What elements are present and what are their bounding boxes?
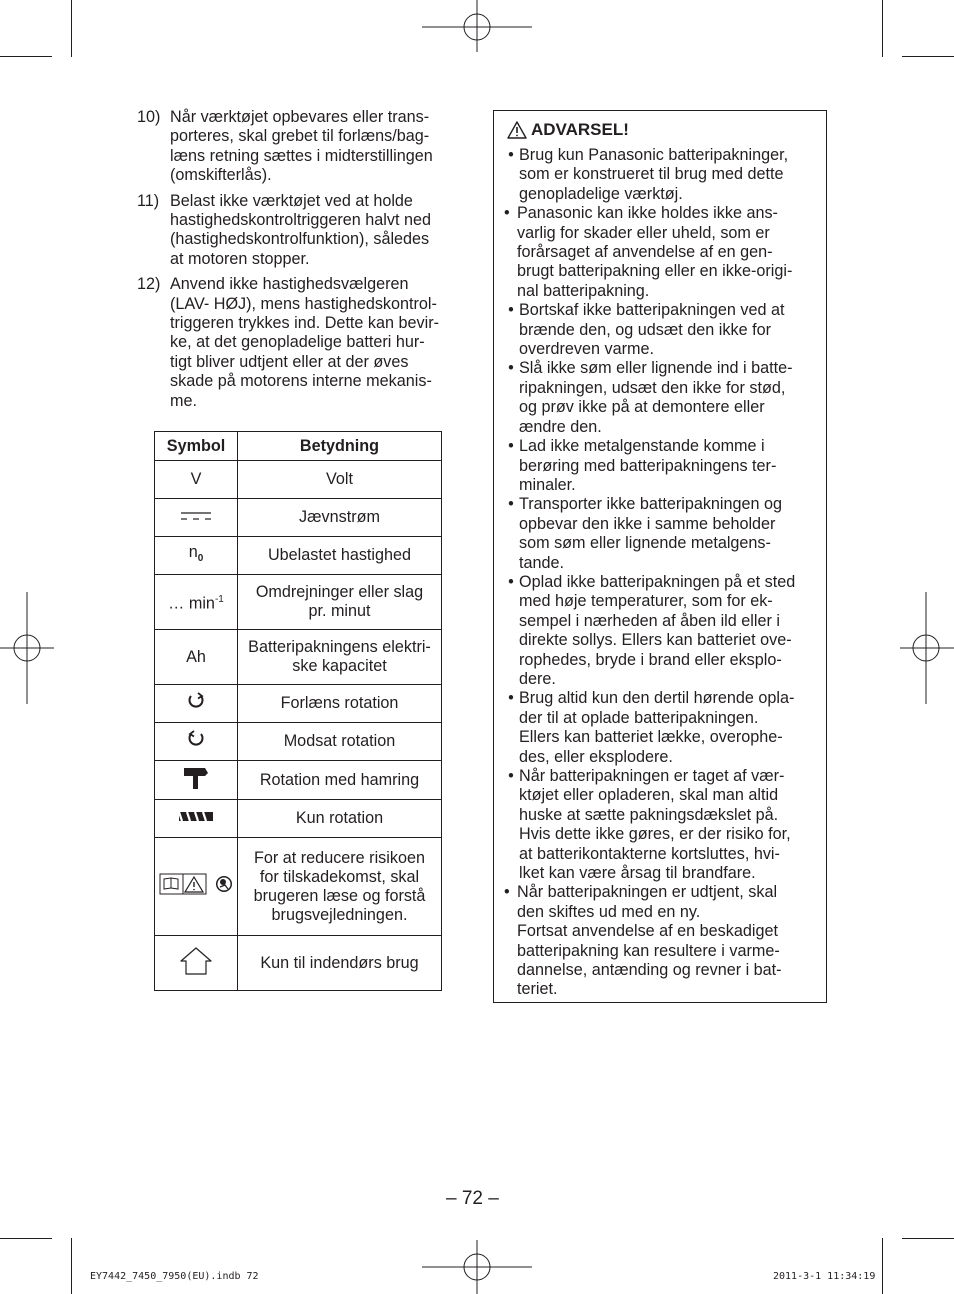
meaning-cell xyxy=(238,761,442,800)
registration-mark-right xyxy=(896,592,954,704)
bullet: • xyxy=(508,495,514,514)
text-line: opbevar den ikke i samme beholder xyxy=(519,514,776,533)
meaning-cell xyxy=(238,685,442,723)
text-line: Transporter ikke batteripakningen og xyxy=(519,495,783,514)
table-row xyxy=(155,723,442,761)
warning-text xyxy=(519,359,821,437)
text-line: brugeren læse og forstå xyxy=(253,886,426,905)
text-line: varlig for skader eller uheld, som er xyxy=(517,223,770,242)
page-number: – 72 – xyxy=(446,1188,499,1209)
list-number: 12) xyxy=(137,275,161,294)
symbol-cell xyxy=(155,461,238,499)
text-line: Slå ikke søm eller lignende ind i batte- xyxy=(519,359,793,378)
text-line: for tilskadekomst, skal xyxy=(259,867,420,886)
bullet: • xyxy=(508,437,514,456)
text-line: læns retning sættes i midterstillingen xyxy=(170,146,433,165)
table-row xyxy=(155,936,442,991)
text-line: at batterikontakterne kortsluttes, hvi- xyxy=(519,844,780,863)
bullet: • xyxy=(504,883,510,902)
warning-heading xyxy=(507,120,629,139)
warning-text xyxy=(519,146,821,204)
warning-item xyxy=(503,146,821,204)
list-item xyxy=(137,192,467,270)
meaning-cell xyxy=(238,461,442,499)
text-line: Bortskaf ikke batteripakningen ved at xyxy=(519,301,785,320)
text-line: Rotation med hamring xyxy=(259,770,420,789)
text-line: Når værktøjet opbevares eller trans- xyxy=(170,108,430,126)
dc-current-icon xyxy=(179,508,213,527)
text-line: me. xyxy=(170,391,197,410)
numbered-instructions xyxy=(137,108,467,417)
text-line: huske at sætte pakningsdækslet på. xyxy=(519,805,779,824)
table-row xyxy=(155,461,442,499)
crop-mark xyxy=(0,1238,52,1239)
warning-text xyxy=(519,689,821,767)
text-line: des, eller eksplodere. xyxy=(519,747,673,766)
warning-item xyxy=(503,359,821,437)
text-line: nal batteripakning. xyxy=(517,281,650,300)
crop-mark xyxy=(71,0,72,57)
warning-text xyxy=(517,204,821,301)
meaning-cell xyxy=(238,936,442,991)
text-line: Kun rotation xyxy=(295,809,384,827)
list-text xyxy=(170,108,467,186)
table-row xyxy=(155,537,442,575)
symbol-cell xyxy=(155,936,238,991)
text-line: ripakningen, udsæt den ikke for stød, xyxy=(519,378,786,397)
symbol-cell xyxy=(155,838,238,936)
list-text xyxy=(170,192,467,270)
bullet: • xyxy=(508,689,514,708)
warning-item xyxy=(503,573,821,689)
text-line: triggeren trykkes ind. Dette kan bevir- xyxy=(170,314,440,333)
text-line: teriet. xyxy=(517,980,558,999)
text-line: med høje temperaturer, som for ek- xyxy=(519,592,773,611)
bullet: • xyxy=(508,572,514,591)
text-line: dere. xyxy=(519,669,556,688)
crop-mark xyxy=(71,1238,72,1294)
crop-mark xyxy=(0,56,52,57)
crop-mark xyxy=(902,56,954,57)
symbol-superscript: -1 xyxy=(214,594,224,606)
text-line: Anvend ikke hastighedsvælgeren xyxy=(170,275,409,294)
text-line: (omskifterlås). xyxy=(170,166,272,185)
text-line: at motoren stopper. xyxy=(170,249,310,268)
text-line: Når batteripakningen er taget af vær- xyxy=(519,767,785,785)
text-line: (hastighedskontrolfunktion), således xyxy=(170,230,430,249)
text-line: Oplad ikke batteripakningen på et sted xyxy=(519,572,796,591)
list-item xyxy=(137,275,467,411)
table-row xyxy=(155,761,442,800)
table-row xyxy=(155,575,442,630)
table-row xyxy=(155,800,442,838)
text-line: genopladelige værktøj. xyxy=(519,184,683,203)
bullet: • xyxy=(504,204,510,223)
registration-mark-left xyxy=(0,592,58,704)
text-line: den skiftes ud med en ny. xyxy=(517,902,701,921)
header-meaning: Betydning xyxy=(238,432,442,461)
warning-item xyxy=(503,495,821,573)
text-line: (LAV- HØJ), mens hastighedskontrol- xyxy=(170,294,437,313)
warning-item xyxy=(503,883,821,999)
text-line: batteripakning kan resultere i varme- xyxy=(517,941,780,960)
table-row xyxy=(155,685,442,723)
text-line: Panasonic kan ikke holdes ikke ans- xyxy=(517,204,778,223)
warning-text xyxy=(517,883,821,999)
warning-title: ADVARSEL! xyxy=(531,120,629,139)
text-line: Hvis dette ikke gøres, er der risiko for, xyxy=(519,825,791,844)
symbol-cell xyxy=(155,499,238,537)
symbol-subscript: 0 xyxy=(197,553,204,565)
text-line: porteres, skal grebet til forlæns/bag- xyxy=(170,127,430,146)
meaning-cell xyxy=(238,537,442,575)
text-line: For at reducere risikoen xyxy=(254,848,425,867)
text-line: Lad ikke metalgenstande komme i xyxy=(519,437,765,456)
text-line: ske kapacitet xyxy=(292,657,387,675)
text-line: lket kan være årsag til brandfare. xyxy=(519,864,756,883)
warning-text xyxy=(519,437,821,495)
text-line: Volt xyxy=(326,470,353,488)
list-number: 10) xyxy=(137,108,161,126)
warning-text xyxy=(519,301,821,359)
text-line: direkte sollys. Ellers kan batteriet ove- xyxy=(519,631,792,650)
table-row xyxy=(155,838,442,936)
symbol-text: Ah xyxy=(186,647,206,666)
hammer-icon xyxy=(183,766,209,795)
text-line: dannelse, antænding og revner i bat- xyxy=(517,961,782,980)
bullet: • xyxy=(508,146,514,164)
text-line: Brug kun Panasonic batteripakninger, xyxy=(519,146,789,164)
symbol-text: … min xyxy=(168,594,215,613)
text-line: ke, at det genopladelige batteri hur- xyxy=(170,333,425,352)
symbol-table xyxy=(154,431,442,991)
meaning-cell xyxy=(238,838,442,936)
registration-mark-bottom xyxy=(422,1240,532,1294)
warning-item xyxy=(503,689,821,767)
warning-text xyxy=(519,495,821,573)
footer-file-info: EY7442_7450_7950(EU).indb 72 xyxy=(90,1271,259,1282)
text-line: Fortsat anvendelse af en beskadiget xyxy=(517,922,778,941)
text-line: brugsvejledningen. xyxy=(271,905,408,924)
symbol-cell xyxy=(155,800,238,838)
text-line: brugt batteripakning eller en ikke-origi- xyxy=(517,262,793,281)
text-line: Batteripakningens elektri- xyxy=(248,638,431,656)
text-line: berøring med batteripakningens ter- xyxy=(519,456,777,475)
warning-list xyxy=(503,146,821,1000)
warning-triangle-icon xyxy=(507,121,527,139)
registration-mark-top xyxy=(422,0,532,58)
text-line: sempel i nærheden af åben ild eller i xyxy=(519,611,780,630)
text-line: forårsaget af anvendelse af en gen- xyxy=(517,243,773,262)
text-line: Når batteripakningen er udtjent, skal xyxy=(517,883,778,902)
bullet: • xyxy=(508,301,514,320)
text-line: og prøv ikke på at demontere eller xyxy=(519,398,765,417)
forward-rotation-icon xyxy=(187,692,205,715)
text-line: som er konstrueret til brug med dette xyxy=(519,165,784,184)
text-line: overdreven varme. xyxy=(519,340,654,359)
crop-mark xyxy=(882,1238,883,1294)
symbol-cell xyxy=(155,630,238,685)
crop-mark xyxy=(882,0,883,57)
text-line: Kun til indendørs brug xyxy=(260,953,419,972)
meaning-cell xyxy=(238,723,442,761)
table-row xyxy=(155,630,442,685)
warning-text xyxy=(519,767,821,883)
text-line: Brug altid kun den dertil hørende opla- xyxy=(519,689,795,708)
meaning-cell xyxy=(238,499,442,537)
meaning-cell xyxy=(238,800,442,838)
text-line: rophedes, bryde i brand eller eksplo- xyxy=(519,650,782,669)
list-item xyxy=(137,108,467,186)
symbol-cell xyxy=(155,537,238,575)
text-line: Modsat rotation xyxy=(283,732,396,750)
symbol-cell xyxy=(155,723,238,761)
text-line: skade på motorens interne mekanis- xyxy=(170,372,432,391)
symbol-cell xyxy=(155,685,238,723)
read-manual-warning-icon xyxy=(159,871,233,902)
text-line: Ubelastet hastighed xyxy=(267,546,412,564)
warning-text xyxy=(519,573,821,689)
crop-mark xyxy=(902,1238,954,1239)
header-symbol: Symbol xyxy=(155,432,238,461)
text-line: tande. xyxy=(519,553,565,572)
text-line: Jævnstrøm xyxy=(299,508,380,526)
symbol-cell xyxy=(155,575,238,630)
text-line: der til at oplade batteripakningen. xyxy=(519,708,759,727)
warning-item xyxy=(503,301,821,359)
text-line: brænde den, og udsæt den ikke for xyxy=(519,320,771,339)
warning-item xyxy=(503,767,821,883)
indoor-house-icon xyxy=(179,946,213,981)
text-line: Omdrejninger eller slag xyxy=(255,583,424,601)
warning-box xyxy=(493,110,827,1003)
meaning-cell xyxy=(238,575,442,630)
text-line: pr. minut xyxy=(308,602,371,620)
text-line: Forlæns rotation xyxy=(280,694,399,712)
text-line: som søm eller lignende metalgens- xyxy=(519,534,771,553)
warning-item xyxy=(503,437,821,495)
table-header-row xyxy=(155,432,442,461)
reverse-rotation-icon xyxy=(187,730,205,753)
drill-bit-icon xyxy=(178,808,214,829)
text-line: Ellers kan batteriet lække, overophe- xyxy=(519,728,783,747)
warning-item xyxy=(503,204,821,301)
meaning-cell xyxy=(238,630,442,685)
symbol-text: V xyxy=(190,470,202,488)
symbol-text: n xyxy=(188,542,198,561)
symbol-cell xyxy=(155,761,238,800)
list-number: 11) xyxy=(137,191,160,210)
list-text xyxy=(170,275,467,411)
text-line: tigt bliver udtjent eller at der øves xyxy=(170,352,409,371)
table-row xyxy=(155,499,442,537)
bullet: • xyxy=(508,767,514,785)
text-line: ændre den. xyxy=(519,417,602,436)
text-line: hastighedskontroltriggeren halvt ned xyxy=(170,211,431,230)
footer-timestamp: 2011-3-1 11:34:19 xyxy=(773,1271,876,1282)
text-line: Belast ikke værktøjet ved at holde xyxy=(170,191,413,210)
bullet: • xyxy=(508,359,514,378)
text-line: ktøjet eller opladeren, skal man altid xyxy=(519,786,779,805)
text-line: minaler. xyxy=(519,475,576,494)
